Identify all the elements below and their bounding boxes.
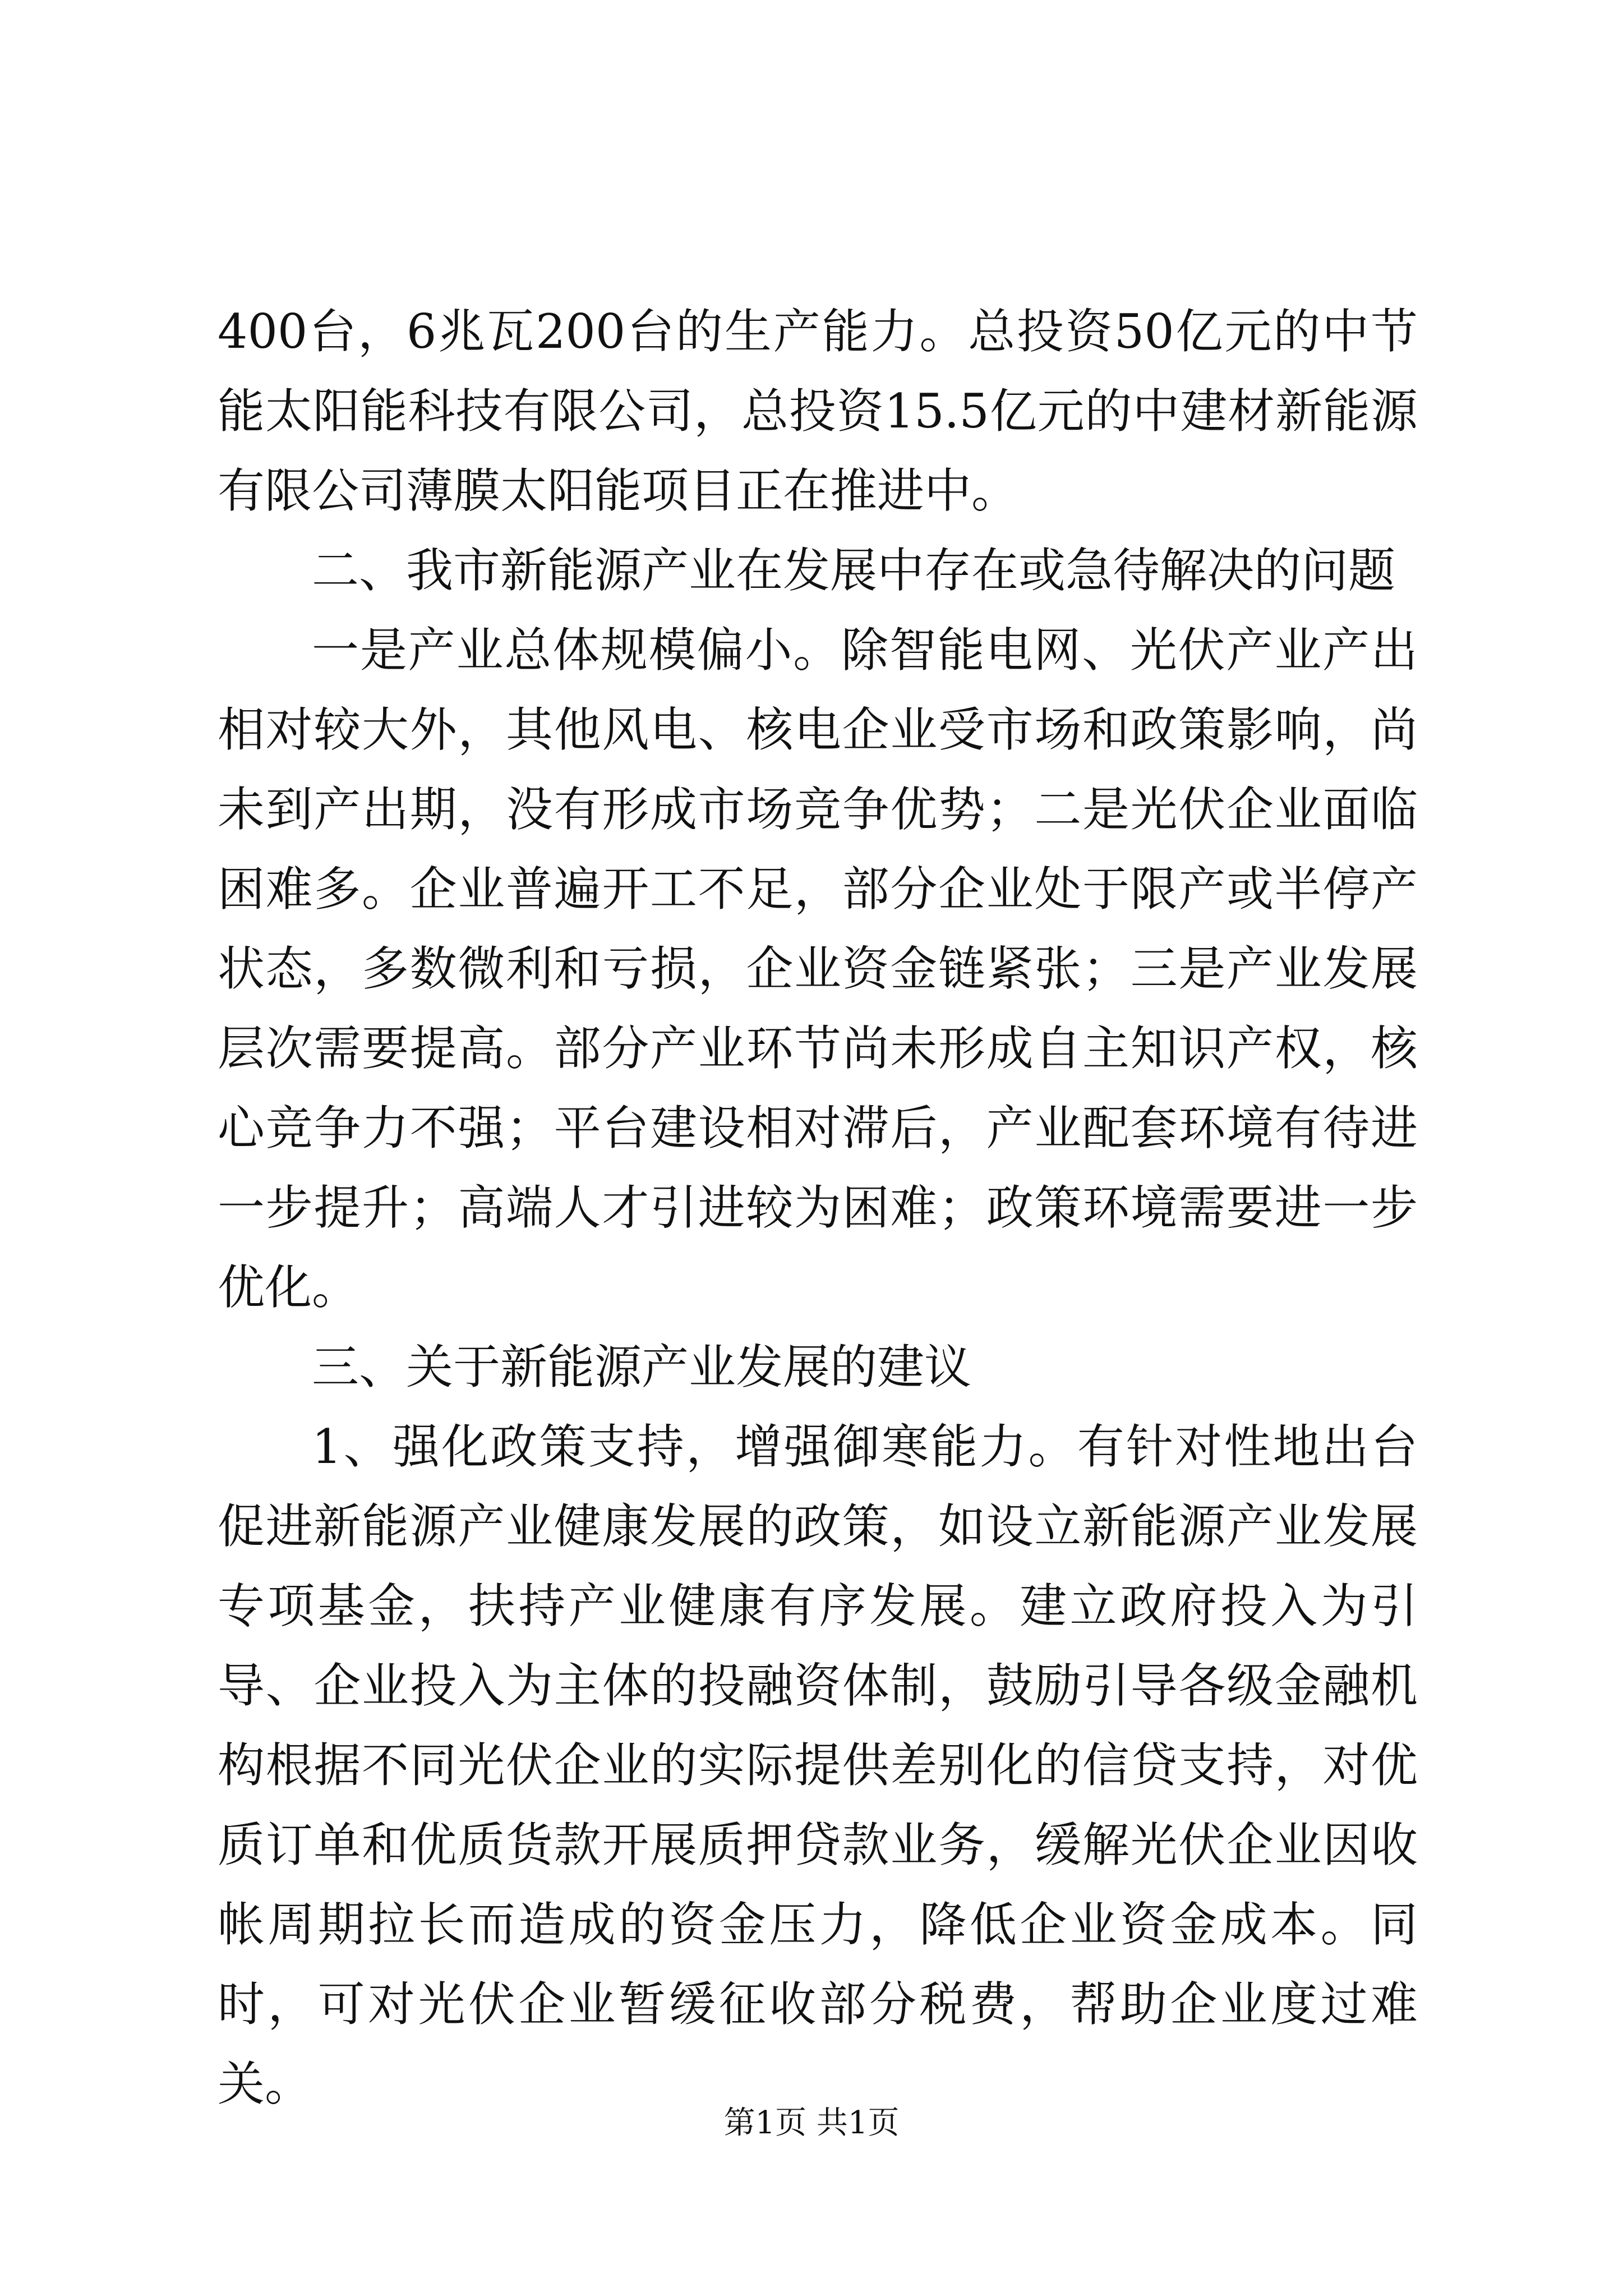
section-heading-two: 二、我市新能源产业在发展中存在或急待解决的问题 — [312, 543, 1396, 598]
paragraph-continuation: 400台，6兆瓦200台的生产能力。总投资50亿元的中节能太阳能科技有限公司，总投资15.5亿元的中建材新能源有限公司薄膜太阳能项目正在推进中。 — [218, 304, 1418, 518]
paragraph-suggestion-one: 1、强化政策支持，增强御寒能力。有针对性地出台促进新能源产业健康发展的政策，如设立新能源产业发展专项基金，扶持产业健康有序发展。建立政府投入为引导、企业投入为主体的投融资体制，鼓励引导各级金融机构根据不同光伏企业的实际提供差别化的信贷支持，对优质订单和优质货款开展质押贷款业务，缓解光伏企业因收帐周期拉长而造成的资金压力，降低企业资金成本。同时，可对光伏企业暂缓征收部分税费，帮助企业度过难关。 — [218, 1419, 1418, 2111]
page-footer: 第1页 共1页 — [723, 2105, 900, 2141]
section-heading-three: 三、关于新能源产业发展的建议 — [312, 1340, 972, 1395]
document-body — [218, 292, 1418, 2124]
paragraph-problems: 一是产业总体规模偏小。除智能电网、光伏产业产出相对较大外，其他风电、核电企业受市场和政策影响，尚未到产出期，没有形成市场竞争优势；二是光伏企业面临困难多。企业普遍开工不足，部分企业处于限产或半停产状态，多数微利和亏损，企业资金链紧张；三是产业发展层次需要提高。部分产业环节尚未形成自主知识产权，核心竞争力不强；平台建设相对滞后，产业配套环境有待进一步提升；高端人才引进较为困难；政策环境需要进一步优化。 — [218, 623, 1418, 1315]
